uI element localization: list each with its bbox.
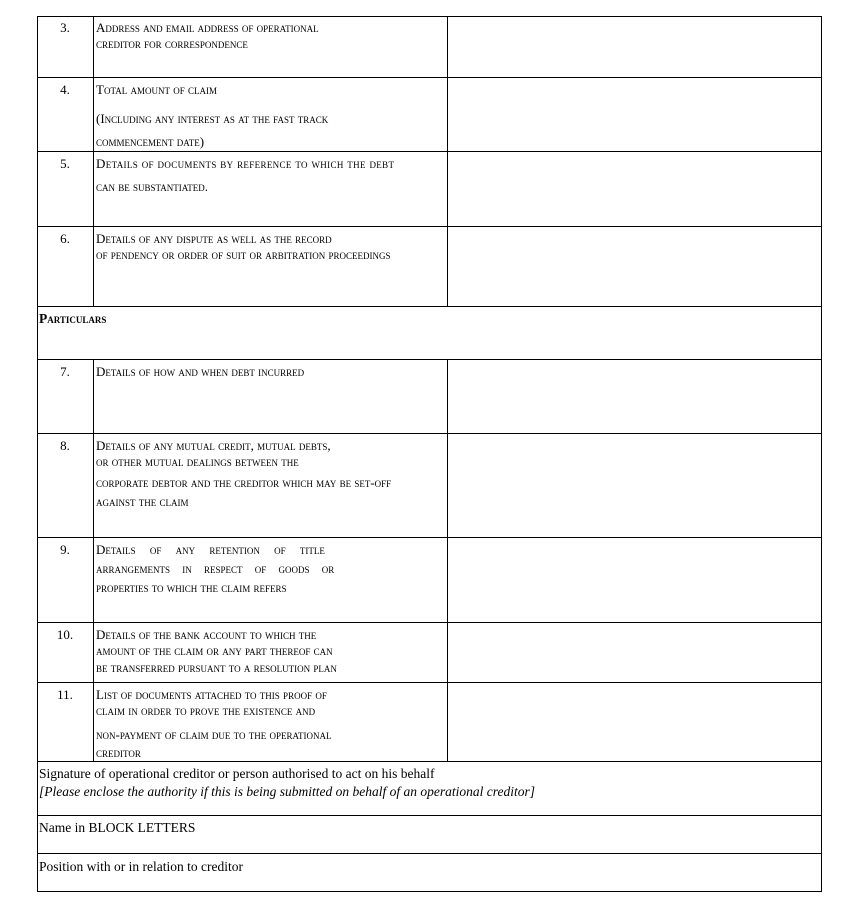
form-row-6 [37,226,822,307]
label-line: amount of the claim or any part thereof can [96,642,333,658]
label-line: creditor for correspondence [96,35,248,51]
form-row-5 [37,151,822,226]
row-label [95,16,447,78]
row-label [95,538,447,623]
form-row-8 [37,433,822,538]
label-line: claim in order to prove the existence and [96,702,316,718]
row-value-cell[interactable] [447,538,822,623]
row-value-cell[interactable] [447,360,822,434]
row-number: 6. [37,227,94,307]
particulars-heading: Particulars [39,311,107,326]
label-line: List of documents attached to this proof of [96,687,327,702]
label-line: creditor [96,744,141,760]
row-label [95,434,447,538]
row-number: 11. [37,683,94,762]
form-row-3 [37,16,822,78]
label-line: or other mutual dealings between the [96,453,299,469]
row-value-cell[interactable] [447,434,822,538]
label-line: Details of how and when debt incurred [96,364,305,379]
label-line: corporate debtor and the creditor which may be set-off [96,474,392,490]
name-section[interactable] [37,815,822,854]
row-label [95,152,447,226]
row-label [95,227,447,307]
row-number: 5. [37,152,94,226]
label-line: arrangements in respect of goods or [96,560,335,576]
label-line: Details of any retention of title [96,542,325,557]
signature-text [37,762,822,806]
row-value-cell[interactable] [447,227,822,307]
label-line: against the claim [96,493,189,509]
form-row-10 [37,622,822,683]
label-line: Details of the bank account to which the [96,627,317,642]
label-line: Total amount of claim [96,82,217,97]
label-line: can be substantiated. [96,178,209,194]
label-line: commencement date) [96,133,205,149]
row-number: 10. [37,623,94,683]
row-number: 8. [37,434,94,538]
position-label: Position with or in relation to creditor [39,859,243,874]
label-line: be transferred pursuant to a resolution plan [96,659,337,675]
row-value-cell[interactable] [447,16,822,78]
label-line: (Including any interest as at the fast track [96,110,329,126]
form-row-11 [37,682,822,762]
row-value-cell[interactable] [447,78,822,152]
label-line: Address and email address of operational [96,20,319,35]
row-number: 7. [37,360,94,434]
row-label [95,623,447,683]
signature-section[interactable] [37,761,822,816]
label-line: non-payment of claim due to the operational [96,726,332,742]
label-line: Details of any mutual credit, mutual debts, [96,438,331,453]
form-row-7 [37,359,822,434]
position-section[interactable] [37,853,822,892]
row-label [95,683,447,762]
signature-label: Signature of operational creditor or person authorised to act on his behalf [39,766,435,781]
form-row-4 [37,77,822,152]
label-line: Details of documents by reference to which the debt [96,156,395,171]
signature-note: [Please enclose the authority if this is being submitted on behalf of an operational creditor] [39,783,535,799]
particulars-section [37,306,822,360]
label-line: of pendency or order of suit or arbitration proceedings [96,246,391,262]
row-number: 4. [37,78,94,152]
row-label [95,78,447,152]
row-label [95,360,447,434]
row-number: 3. [37,16,94,78]
row-value-cell[interactable] [447,623,822,683]
label-line: Details of any dispute as well as the record [96,231,332,246]
form-row-9 [37,537,822,623]
name-label: Name in BLOCK LETTERS [39,820,196,835]
row-value-cell[interactable] [447,152,822,226]
row-number: 9. [37,538,94,623]
label-line: properties to which the claim refers [96,579,287,595]
row-value-cell[interactable] [447,683,822,762]
